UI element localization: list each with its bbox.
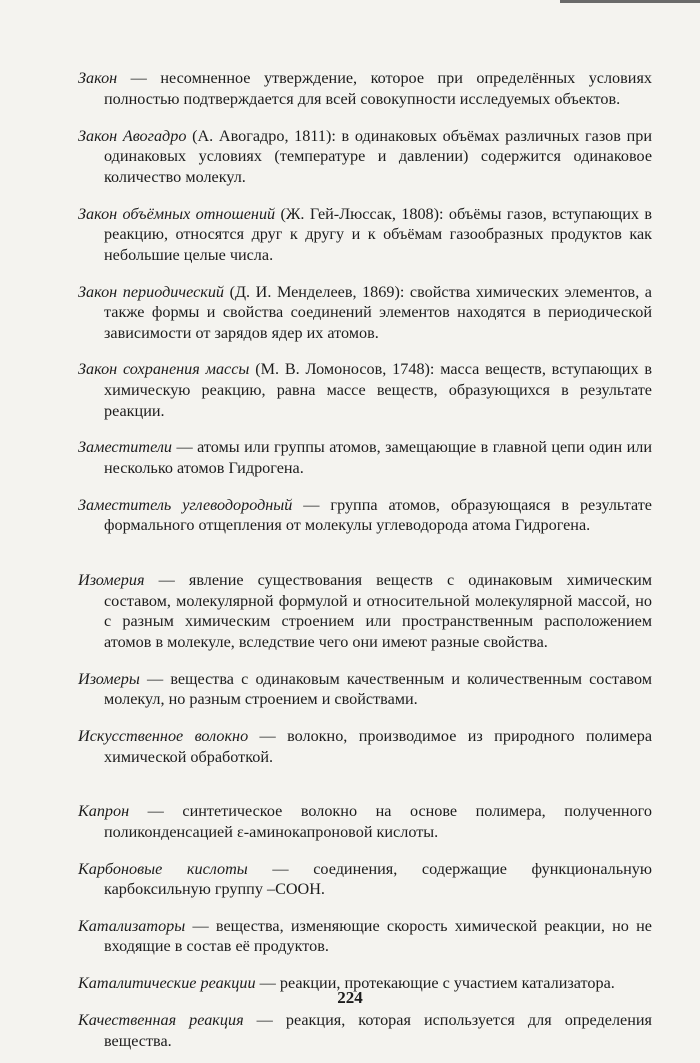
glossary-entry: [78, 570, 652, 652]
glossary-entry: [78, 126, 652, 188]
entry-term: Заместитель углеводородный: [78, 495, 293, 514]
entry-term: Закон: [78, 69, 118, 88]
glossary-entry: [78, 726, 652, 767]
entry-term: Закон периодический: [78, 282, 225, 301]
top-edge-rule: [560, 0, 700, 3]
entry-definition: — атомы или группы атомов, замещающие в главной цепи один или несколько атомов Гидрогена.: [104, 438, 652, 478]
entry-definition: (Д. И. Менделеев, 1869): свойства химических элементов, а также формы и свойства соединений элементов находятся в периодической зависимости от зарядов ядер их атомов.: [104, 282, 652, 342]
glossary-entry: [78, 204, 652, 266]
entry-definition: — синтетическое волокно на основе полимера, полученного поликонденсацией ε-аминокапроновой кислоты.: [104, 802, 652, 841]
entry-term: Катализаторы: [78, 916, 186, 935]
entry-definition: (Ж. Гей-Люссак, 1808): объёмы газов, вступающих в реакцию, относятся друг к другу и к объёмам газообразных продуктов как небольшие целые числа.: [104, 204, 652, 264]
glossary-entry: [78, 801, 652, 842]
glossary-entry: [78, 282, 652, 344]
entry-term: Изомерия: [78, 571, 145, 589]
entry-definition: — несомненное утверждение, которое при определённых условиях полностью подтверждается для всей совокупности исследуемых объектов.: [104, 69, 652, 108]
page-number: 224: [337, 988, 363, 1007]
glossary-entry: [78, 1010, 652, 1051]
entry-term: Карбоновые кислоты: [78, 859, 248, 878]
entry-definition: — вещества с одинаковым качественным и количественным составом молекул, но разным строением и свойствами.: [104, 669, 652, 709]
entry-term: Изомеры: [78, 669, 140, 688]
glossary-entry: [78, 495, 652, 536]
glossary-entry: [78, 859, 652, 900]
entry-definition: — реакция, которая используется для определения вещества.: [104, 1011, 652, 1050]
glossary-entry: [78, 359, 652, 421]
entry-definition: — соединения, содержащие функциональную карбоксильную группу –СООН.: [104, 859, 652, 899]
entry-term: Искусственное волокно: [78, 726, 249, 745]
glossary-entry: [78, 669, 652, 710]
entry-term: Закон объёмных отношений: [78, 204, 276, 223]
entry-definition: — волокно, производимое из природного полимера химической обработкой.: [104, 726, 653, 766]
entry-definition: — явление существования веществ с одинаковым химическим составом, молекулярной формулой и относительной молекулярной массой, но с разным химическим строением или пространственным расположением атомов в молекуле, вследствие чего они имеют разные свойства.: [104, 571, 652, 651]
entry-definition: — вещества, изменяющие скорость химической реакции, но не входящие в состав её продуктов.: [104, 916, 652, 956]
entry-definition: (М. В. Ломоносов, 1748): масса веществ, вступающих в химическую реакцию, равна массе веществ, образующихся в результате реакции.: [104, 360, 652, 420]
entry-definition: — реакции, протекающие с участием катализатора.: [255, 974, 615, 993]
entry-term: Каталитические реакции: [78, 974, 256, 993]
entry-term: Капрон: [78, 802, 130, 821]
glossary-content: [78, 52, 652, 1059]
entry-term: Закон Авогадро: [78, 126, 187, 145]
entry-definition: (А. Авогадро, 1811): в одинаковых объёмах различных газов при одинаковых условиях (температуре и давлении) содержится одинаковое количество молекул.: [104, 126, 652, 186]
entry-term: Качественная реакция: [78, 1011, 244, 1030]
entry-term: Закон сохранения массы: [78, 360, 250, 379]
glossary-entry: [78, 437, 652, 478]
entry-term: Заместители: [78, 438, 173, 457]
glossary-entry: [78, 68, 652, 109]
entry-definition: — группа атомов, образующаяся в результате формального отщепления от молекулы углеводорода атома Гидрогена.: [104, 495, 652, 535]
glossary-entry: [78, 916, 652, 957]
